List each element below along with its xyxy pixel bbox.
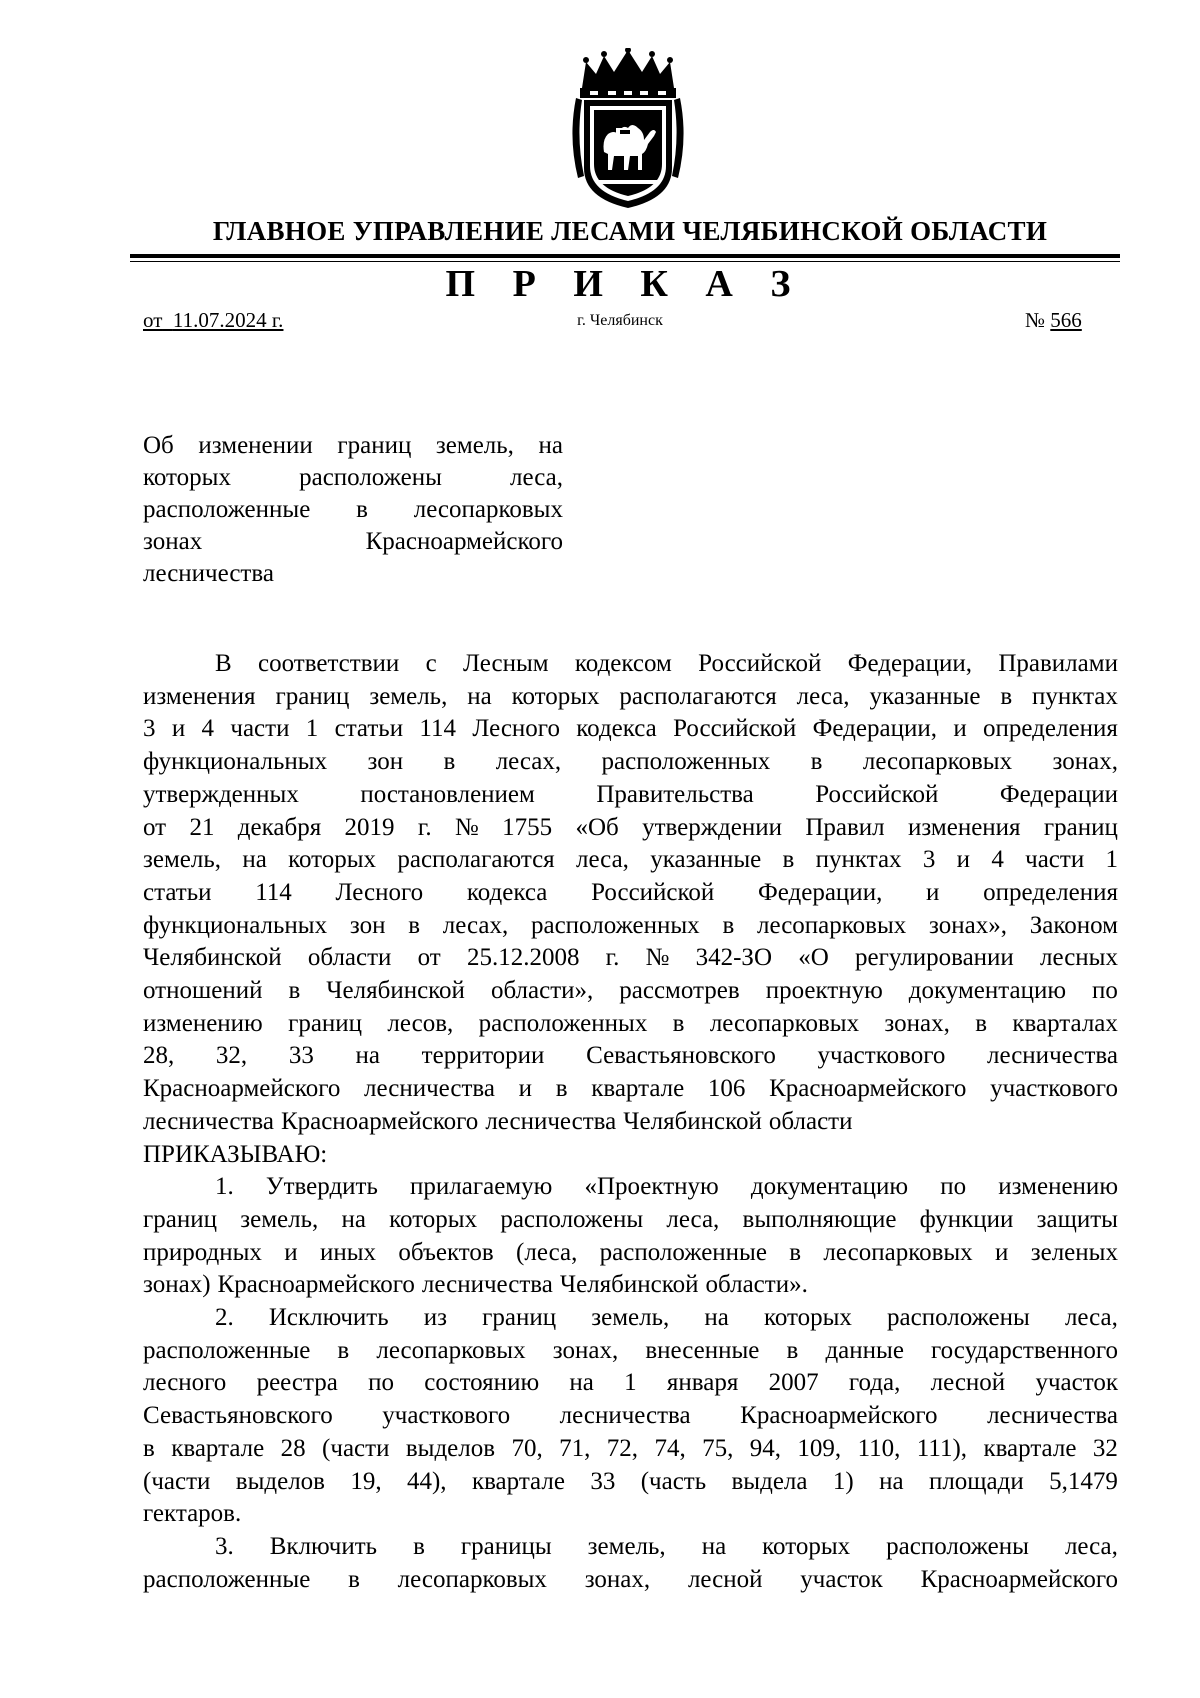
number-prefix: № bbox=[1025, 308, 1046, 332]
order-number bbox=[1025, 308, 1082, 333]
subject-line: расположенные в лесопарковых bbox=[143, 496, 563, 523]
body-line: Челябинской области от 25.12.2008 г. № 342-ЗО «О регулировании лесных bbox=[143, 944, 1118, 972]
body-line: 28, 32, 33 на территории Севастьяновского участкового лесничества bbox=[143, 1042, 1118, 1070]
body-line: от 21 декабря 2019 г. № 1755 «Об утверждении Правил изменения границ bbox=[143, 813, 1118, 841]
body-line: изменения границ земель, на которых располагаются леса, указанные в пунктах bbox=[143, 682, 1118, 710]
order-date bbox=[143, 308, 283, 333]
order-city: г. Челябинск bbox=[577, 312, 663, 329]
body-line: Севастьяновского участкового лесничества Красноармейского лесничества bbox=[143, 1402, 1118, 1430]
body-line: отношений в Челябинской области», рассмотрев проектную документацию по bbox=[143, 977, 1118, 1005]
body-line: гектаров. bbox=[143, 1500, 242, 1528]
order-subject bbox=[143, 430, 563, 590]
body-line: Красноармейского лесничества и в квартале 106 Красноармейского участкового bbox=[143, 1075, 1118, 1103]
body-line: лесничества Красноармейского лесничества Челябинской области bbox=[143, 1107, 853, 1135]
organization-name: ГЛАВНОЕ УПРАВЛЕНИЕ ЛЕСАМИ ЧЕЛЯБИНСКОЙ ОБЛАСТИ bbox=[212, 216, 1048, 246]
body-line: расположенные в лесопарковых зонах, лесной участок Красноармейского bbox=[143, 1565, 1118, 1593]
body-line: статьи 114 Лесного кодекса Российской Федерации, и определения bbox=[143, 878, 1118, 906]
body-line: границ земель, на которых расположены леса, выполняющие функции защиты bbox=[143, 1205, 1118, 1233]
date-value: 11.07.2024 г. bbox=[172, 308, 284, 332]
body-line: 1. Утвердить прилагаемую «Проектную документацию по изменению bbox=[215, 1173, 1118, 1201]
body-line: расположенные в лесопарковых зонах, внесенные в данные государственного bbox=[143, 1336, 1118, 1364]
subject-line: лесничества bbox=[143, 560, 274, 587]
body-line: утвержденных постановлением Правительства Российской Федерации bbox=[143, 780, 1118, 808]
body-line: В соответствии с Лесным кодексом Российской Федерации, Правилами bbox=[215, 650, 1118, 677]
subject-line: Об изменении границ земель, на bbox=[143, 432, 563, 459]
date-prefix: от bbox=[143, 308, 163, 332]
header-rule-thick bbox=[130, 254, 1120, 258]
coat-of-arms-emblem bbox=[568, 48, 688, 210]
body-line: зонах) Красноармейского лесничества Челябинской области». bbox=[143, 1271, 808, 1299]
subject-line: которых расположены леса, bbox=[143, 464, 563, 491]
body-line: 3. Включить в границы земель, на которых расположены леса, bbox=[215, 1532, 1118, 1560]
body-line: земель, на которых располагаются леса, указанные в пунктах 3 и 4 части 1 bbox=[143, 846, 1118, 874]
body-line: функциональных зон в лесах, расположенных в лесопарковых зонах, bbox=[143, 748, 1118, 776]
body-line: функциональных зон в лесах, расположенных в лесопарковых зонах», Законом bbox=[143, 911, 1118, 939]
body-line: в квартале 28 (части выделов 70, 71, 72, 74, 75, 94, 109, 110, 111), квартале 32 bbox=[143, 1434, 1118, 1462]
order-body bbox=[143, 648, 1118, 1596]
subject-line: зонах Красноармейского bbox=[143, 528, 563, 555]
body-line: изменению границ лесов, расположенных в лесопарковых зонах, в кварталах bbox=[143, 1009, 1118, 1037]
body-line: лесного реестра по состоянию на 1 января 2007 года, лесной участок bbox=[143, 1369, 1118, 1397]
document-title: П Р И К А З bbox=[445, 263, 805, 305]
number-value: 566 bbox=[1050, 308, 1082, 332]
body-line: 3 и 4 части 1 статьи 114 Лесного кодекса Российской Федерации, и определения bbox=[143, 715, 1118, 743]
body-line: природных и иных объектов (леса, расположенные в лесопарковых и зеленых bbox=[143, 1238, 1118, 1266]
body-line: (части выделов 19, 44), квартале 33 (часть выдела 1) на площади 5,1479 bbox=[143, 1467, 1118, 1495]
body-line: 2. Исключить из границ земель, на которых расположены леса, bbox=[215, 1304, 1118, 1332]
body-line: ПРИКАЗЫВАЮ: bbox=[143, 1140, 328, 1168]
